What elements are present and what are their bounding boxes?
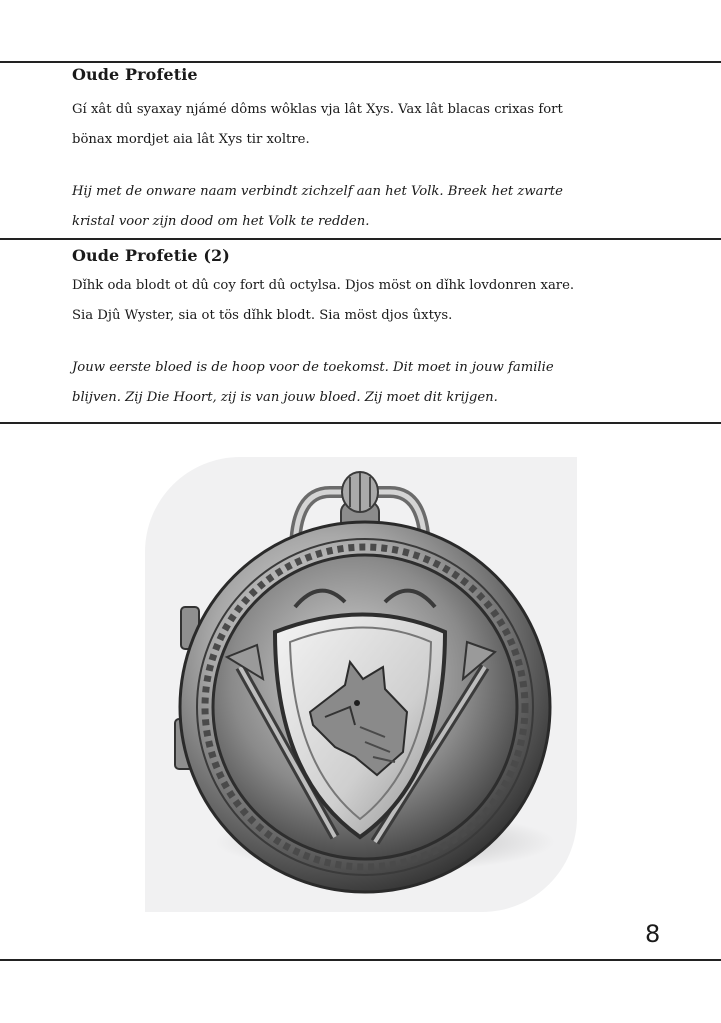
section-heading: Oude Profetie [72, 65, 198, 84]
translation-line: Jouw eerste bloed is de hoop voor de toekomst. Dit moet in jouw familie [72, 360, 554, 375]
section-heading: Oude Profetie (2) [72, 246, 230, 265]
pocket-watch-illustration [145, 457, 577, 912]
wolf-crest-pocket-watch-icon [145, 457, 577, 912]
prophecy-line: Sia Djû Wyster, sia ot tös dǐhk blodt. Sia möst djos ûxtys. [72, 308, 453, 323]
prophecy-line: Dǐhk oda blodt ot dû coy fort dû octylsa. Djos möst on dǐhk lovdonren xare. [72, 278, 575, 293]
translation-line: Hij met de onware naam verbindt zichzelf aan het Volk. Breek het zwarte [72, 184, 563, 199]
section-divider [0, 238, 721, 240]
top-divider [0, 61, 721, 63]
page-number: 8 [645, 920, 661, 948]
prophecy-line: bönax mordjet aia lât Xys tir xoltre. [72, 132, 310, 147]
section-divider [0, 422, 721, 424]
translation-line: kristal voor zijn dood om het Volk te redden. [72, 214, 370, 229]
bottom-divider [0, 959, 721, 961]
prophecy-line: Gí xât dû syaxay njámé dôms wôklas vja lât Xys. Vax lât blacas crixas fort [72, 102, 563, 117]
translation-line: blijven. Zij Die Hoort, zij is van jouw bloed. Zij moet dit krijgen. [72, 390, 498, 405]
